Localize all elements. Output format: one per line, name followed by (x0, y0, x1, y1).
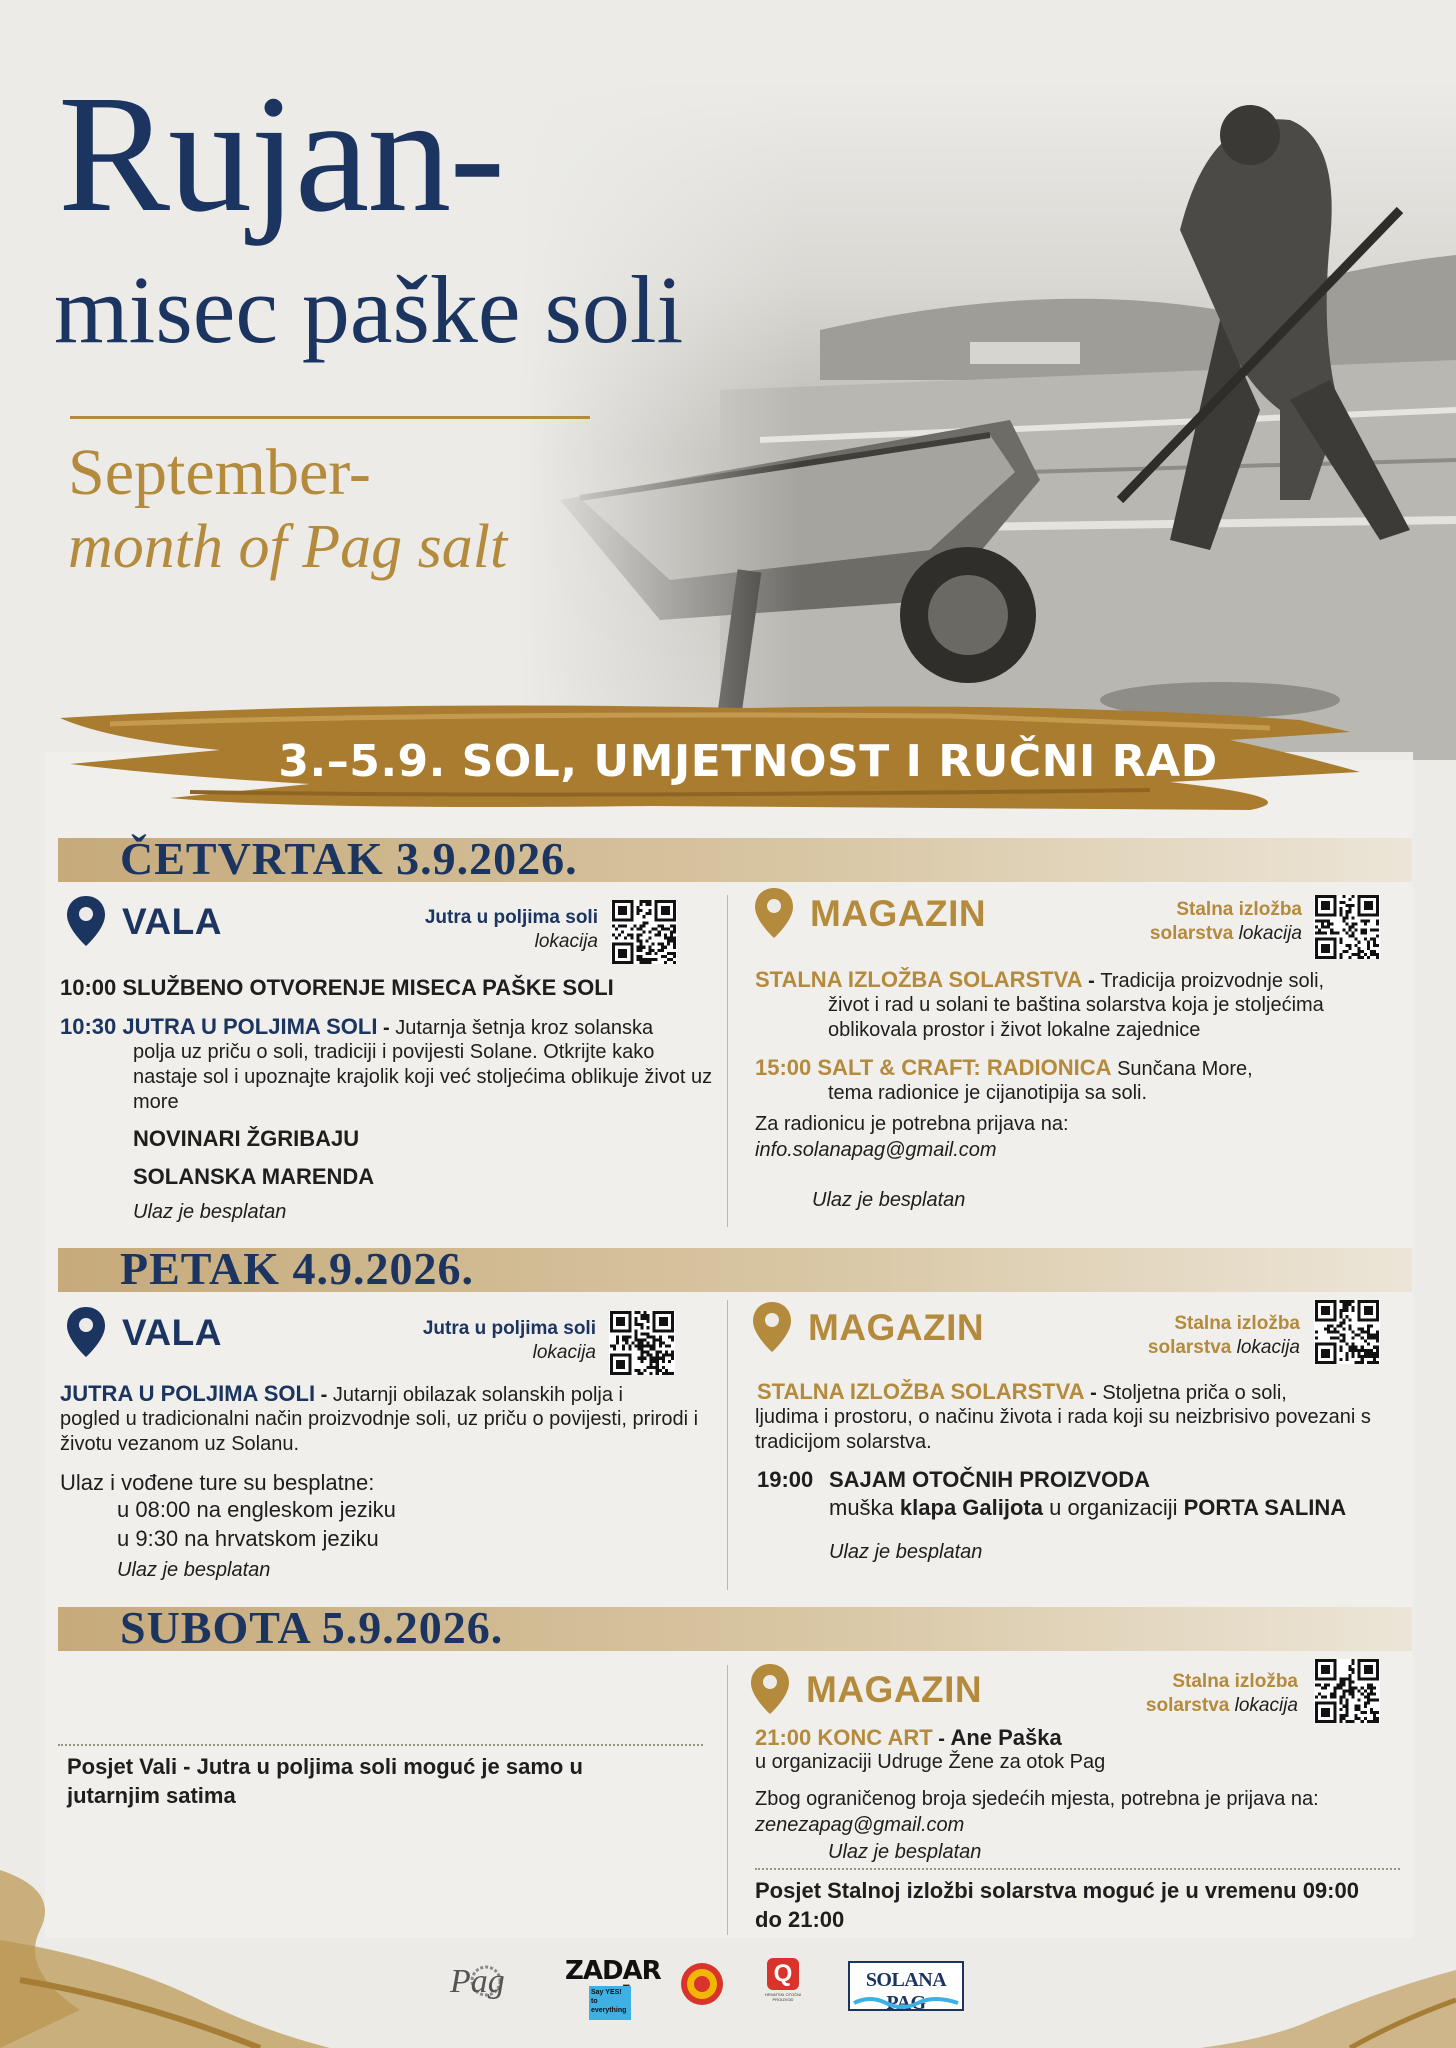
event-radionica (755, 1055, 1395, 1082)
map-pin-icon (66, 895, 106, 947)
qr-code-magazin-thursday[interactable] (1314, 895, 1380, 959)
qr-code-icon (1314, 1659, 1380, 1723)
banner-title: 3.–5.9. SOL, UMJETNOST I RUČNI RAD (278, 736, 1218, 787)
column-divider-friday (727, 1300, 728, 1590)
event-text-first: Jutarnji obilazak solanskih polja i (332, 1384, 623, 1406)
performer-name: Ane Paška (950, 1725, 1062, 1750)
dash: - (315, 1384, 333, 1406)
logo-pag-text: Pag (450, 1963, 505, 2000)
logo-q-caption: HRVATSKI OTOČNI PROIZVOD (765, 1992, 801, 2002)
qr-code-icon (611, 900, 677, 964)
location-vala-friday: VALA (122, 1312, 222, 1353)
logo-solana-pag (848, 1961, 964, 2014)
event-opening: 10:00 SLUŽBENO OTVORENJE MISECA PAŠKE SOLI (60, 975, 614, 1000)
hero-photo-salt-worker (520, 80, 1456, 760)
event-sajam-desc (829, 1495, 1409, 1520)
event-jutra-thursday-desc: polja uz priču o soli, tradiciji i povijesti Solane. Otkrijte kako nastaje sol i upoznajte krajolik koji već stoljećima oblikuje život uz more (133, 1041, 713, 1113)
qr-code-vala-thursday[interactable] (611, 900, 677, 964)
event-title: STALNA IZLOŽBA SOLARSTVA (755, 967, 1083, 992)
day-label-thursday: ČETVRTAK 3.9.2026. (120, 833, 578, 884)
event-title: 15:00 SALT & CRAFT: RADIONICA (755, 1055, 1112, 1080)
qr-caption-vala-friday (358, 1317, 596, 1365)
event-marenda: SOLANSKA MARENDA (133, 1164, 375, 1189)
event-title: STALNA IZLOŽBA SOLARSTVA (757, 1379, 1085, 1404)
title-divider (70, 416, 590, 419)
event-title: 21:00 KONC ART (755, 1725, 933, 1750)
qr-caption-location: lokacija (1238, 923, 1302, 944)
qr-code-icon (1314, 1300, 1380, 1364)
qr-code-magazin-friday[interactable] (1314, 1300, 1380, 1364)
day-label-friday: PETAK 4.9.2026. (120, 1243, 475, 1294)
qr-code-vala-friday[interactable] (609, 1311, 675, 1375)
free-entry-magazin-friday: Ulaz je besplatan (829, 1541, 983, 1563)
title-en-sub: month of Pag salt (68, 513, 508, 581)
logo-croatian-island-product (763, 1958, 803, 2014)
logo-zadar-text: ZADAR (565, 1956, 661, 1986)
day-bar-saturday (58, 1602, 1412, 1653)
location-magazin-friday: MAGAZIN (808, 1307, 985, 1348)
qr-caption-location: lokacija (1234, 1695, 1298, 1716)
event-izlozba-friday-desc: ljudima i prostoru, o načinu života i rada koji su neizbrisivo povezani s tradicijom solarstva. (755, 1406, 1371, 1453)
map-pin-icon (750, 1663, 790, 1715)
dotted-separator (755, 1868, 1400, 1870)
location-magazin-saturday: MAGAZIN (806, 1669, 983, 1710)
text: muška (829, 1495, 900, 1520)
free-entry-magazin-saturday: Ulaz je besplatan (828, 1841, 982, 1863)
qr-caption-magazin-thursday (1100, 898, 1302, 946)
event-title: JUTRA U POLJIMA SOLI (60, 1381, 316, 1406)
qr-caption-title: Stalna izložba solarstva (1149, 899, 1302, 944)
map-pin-icon (752, 1301, 792, 1353)
tours-title: Ulaz i vođene ture su besplatne: (60, 1470, 375, 1495)
logo-zadar-tagline: Say YES! to everything (591, 1989, 627, 2014)
signup-text-thursday: Za radionicu je potrebna prijava na: (755, 1113, 1069, 1135)
column-divider-saturday (727, 1665, 728, 1935)
logo-zadar-region (565, 1956, 667, 2020)
qr-code-icon (609, 1311, 675, 1375)
qr-caption-vala-thursday (360, 906, 598, 954)
qr-caption-location: lokacija (1236, 1337, 1300, 1358)
free-entry-magazin-thursday: Ulaz je besplatan (812, 1189, 966, 1211)
event-text-first: Sunčana More, (1117, 1058, 1253, 1080)
title-main: Rujan- (58, 61, 504, 247)
tour-croatian: u 9:30 na hrvatskom jeziku (117, 1526, 379, 1551)
event-radionica-desc: tema radionice je cijanotipija sa soli. (828, 1082, 1148, 1104)
location-vala-thursday: VALA (122, 901, 222, 942)
day-bar-friday (58, 1243, 1412, 1294)
free-entry-vala-friday: Ulaz je besplatan (117, 1559, 271, 1581)
qr-caption-title: Stalna izložba solarstva (1147, 1313, 1300, 1358)
logo-protected-origin-seal (680, 1962, 724, 2006)
event-izlozba-friday (757, 1379, 1397, 1406)
title-sub: misec paške soli (54, 256, 684, 363)
email-link-solana[interactable]: info.solanapag@gmail.com (755, 1139, 997, 1161)
qr-caption-title: Jutra u poljima soli (422, 1318, 596, 1339)
event-izlozba-thursday-desc: život i rad u solani te baština solarstva koja je stoljećima oblikovala prostor i život lokalne zajednice (828, 994, 1324, 1041)
vala-visit-note: Posjet Vali - Jutra u poljima soli moguć je samo u jutarnjim satima (67, 1754, 583, 1808)
event-jutra-friday (60, 1381, 720, 1408)
location-magazin-thursday: MAGAZIN (810, 893, 987, 934)
dash: - (1082, 970, 1101, 992)
map-pin-icon (66, 1306, 106, 1358)
event-konc-art (755, 1725, 1395, 1752)
logo-pag (446, 1955, 532, 2007)
dash: - (1084, 1382, 1103, 1404)
klapa-name: klapa Galijota (899, 1495, 1043, 1520)
event-izlozba-thursday (755, 967, 1395, 994)
event-konc-art-org: u organizaciji Udruge Žene za otok Pag (755, 1751, 1106, 1773)
signup-text-saturday: Zbog ograničenog broja sjedećih mjesta, potrebna je prijava na: (755, 1788, 1319, 1810)
qr-caption-title: Jutra u poljima soli (424, 907, 598, 928)
qr-code-icon (1314, 895, 1380, 959)
qr-caption-location: lokacija (532, 1342, 596, 1363)
dotted-separator (58, 1744, 703, 1746)
free-entry-vala-thursday: Ulaz je besplatan (133, 1201, 287, 1223)
logo-solana-text: SOLANA PAG (865, 1969, 947, 2014)
day-label-saturday: SUBOTA 5.9.2026. (120, 1602, 504, 1653)
logo-q-letter: Q (773, 1960, 793, 1987)
map-pin-icon (754, 887, 794, 939)
dash: - (932, 1728, 951, 1750)
izlozba-visit-note: Posjet Stalnoj izložbi solarstva moguć je u vremenu 09:00 do 21:00 (755, 1878, 1359, 1932)
qr-code-magazin-saturday[interactable] (1314, 1659, 1380, 1723)
qr-caption-title: Stalna izložba solarstva (1145, 1671, 1298, 1716)
email-link-zene[interactable]: zenezapag@gmail.com (755, 1814, 965, 1836)
event-jutra-thursday (60, 1014, 720, 1041)
text: u organizaciji (1042, 1495, 1184, 1520)
title-en-main: September- (68, 436, 371, 509)
event-jutra-friday-desc: pogled u tradicionalni način proizvodnje soli, uz priču o povijesti, prirodi i životu vezanom uz Solanu. (60, 1408, 699, 1455)
event-sajam-title: SAJAM OTOČNIH PROIZVODA (829, 1467, 1151, 1492)
organizer-name: PORTA SALINA (1183, 1495, 1347, 1520)
event-text-first: Jutarnja šetnja kroz solanska (395, 1017, 654, 1039)
event-text-first: Tradicija proizvodnje soli, (1100, 970, 1325, 992)
qr-caption-magazin-friday (1098, 1312, 1300, 1360)
event-title: 10:30 JUTRA U POLJIMA SOLI (60, 1014, 378, 1039)
day-bar-thursday (58, 833, 1412, 884)
event-sajam-time: 19:00 (757, 1467, 814, 1492)
qr-caption-location: lokacija (534, 931, 598, 952)
event-text-first: Stoljetna priča o soli, (1102, 1382, 1287, 1404)
qr-caption-magazin-saturday (1096, 1670, 1298, 1718)
column-divider-thursday (727, 895, 728, 1227)
tour-english: u 08:00 na engleskom jeziku (117, 1497, 396, 1522)
dash: - (377, 1017, 396, 1039)
event-novinari: NOVINARI ŽGRIBAJU (133, 1126, 360, 1151)
